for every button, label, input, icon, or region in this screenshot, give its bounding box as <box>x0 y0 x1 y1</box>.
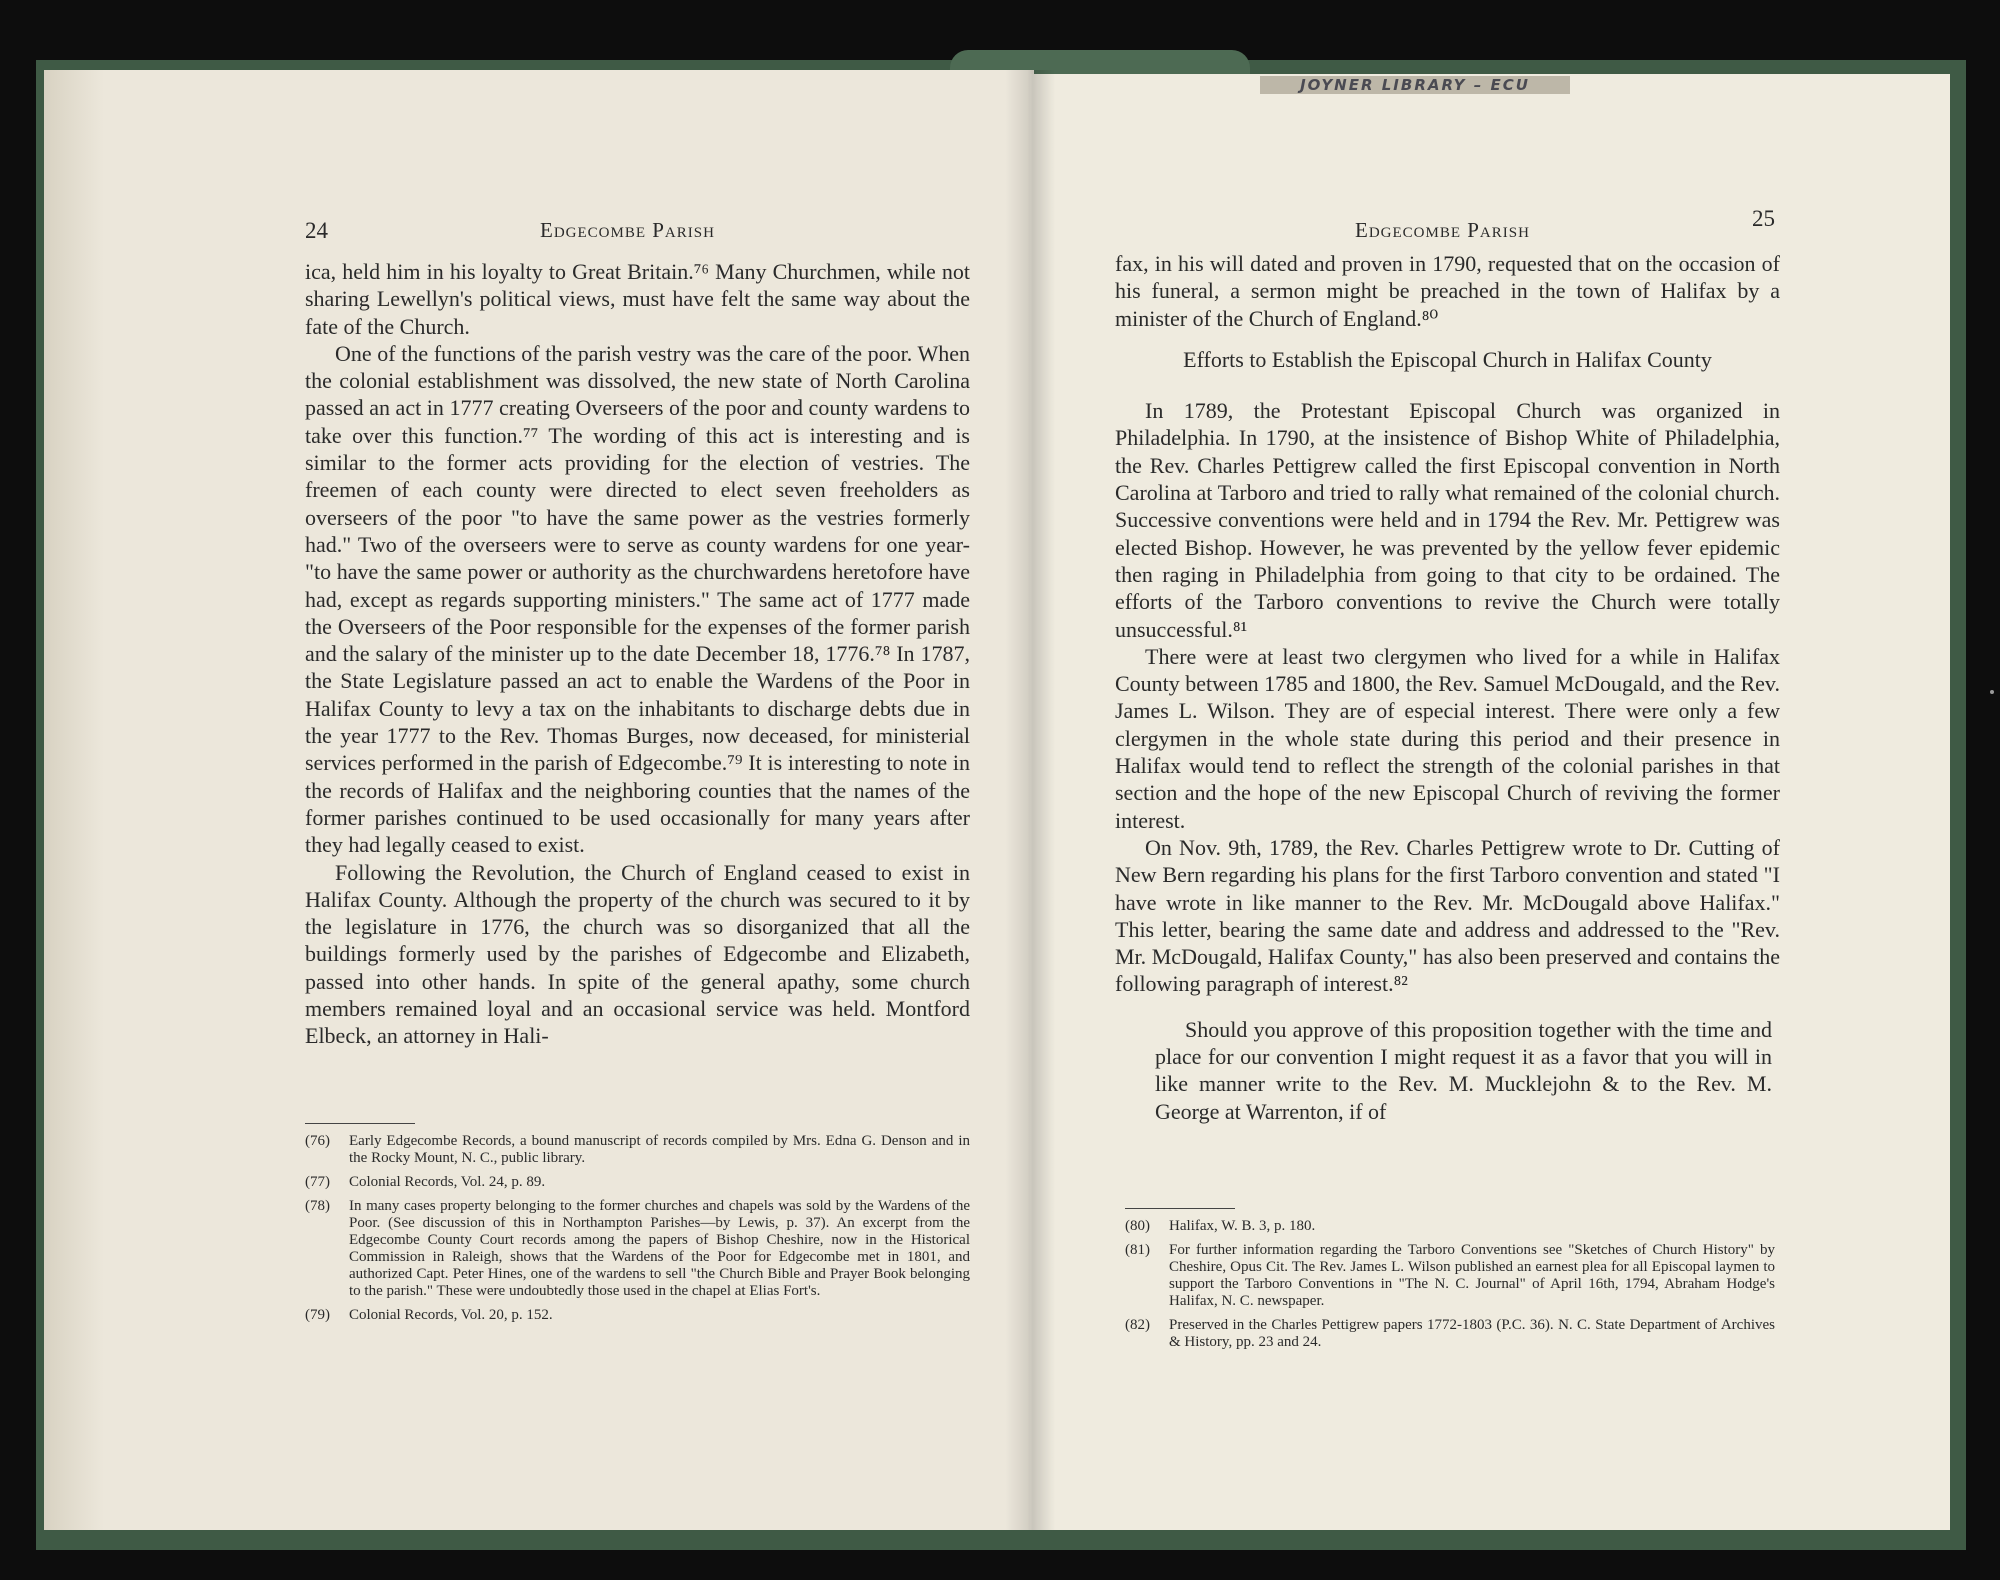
right-lead-paragraph: fax, in his will dated and proven in 1790, requested that on the occasion of his funeral, a sermon might be preached in the town of Halifax by a minister of the Church of England.⁸⁰ <box>1115 251 1780 331</box>
book-gutter <box>1005 70 1055 1530</box>
left-paragraph: ica, held him in his loyalty to Great Britain.⁷⁶ Many Churchmen, while not sharing Lewellyn's political views, must have felt the same way about the fate of the Church. <box>305 259 970 339</box>
left-running-head: Edgecombe Parish <box>540 218 715 242</box>
footnote-divider <box>1125 1208 1235 1209</box>
right-paragraph: On Nov. 9th, 1789, the Rev. Charles Pettigrew wrote to Dr. Cutting of New Bern regarding his plans for the first Tarboro convention and stated "I have wrote in like manner to the Rev. Mr. McDougald above Halifax." This letter, bearing the same date and address and addressed to the "Rev. Mr. McDougald, Halifax County," has also been preserved and contains the following paragraph of interest.⁸² <box>1115 834 1780 997</box>
right-page-number: 25 <box>1752 206 1775 231</box>
footnote: (78) In many cases property belonging to the former churches and chapels was sold by the Wardens of the Poor. (See discussion of this in Northampton Parishes—by Lewis, p. 37). An excerpt from the Edgecombe County Court records among the papers of Bishop Cheshire, now in the Historical Commission in Raleigh, shows that the Wardens of the Poor for Edgecombe met in 1801, and authorized Capt. Peter Hines, one of the wardens to sell "the Church Bible and Prayer Book belonging to the parish." These were undoubtedly those used in the chapel at Elias Fort's. <box>305 1198 970 1299</box>
left-page-number: 24 <box>305 218 328 243</box>
footnote: (76) Early Edgecombe Records, a bound manuscript of records compiled by Mrs. Edna G. Denson and in the Rocky Mount, N. C., public library. <box>305 1133 970 1166</box>
footnote-divider <box>305 1123 415 1124</box>
left-footnotes <box>305 1133 970 1331</box>
footnote: (79) Colonial Records, Vol. 20, p. 152. <box>305 1307 553 1323</box>
right-paragraph: There were at least two clergymen who lived for a while in Halifax County between 1785 and 1800, the Rev. Samuel McDougald, and the Rev. James L. Wilson. They are of especial interest. There were only a few clergymen in the whole state during this period and their presence in Halifax would tend to reflect the strength of the colonial parishes in that section and the hope of the new Episcopal Church of reviving the former interest. <box>1115 643 1780 833</box>
page-edges <box>44 70 104 1530</box>
scan-speck <box>1990 690 1994 694</box>
footnote: (82) Preserved in the Charles Pettigrew papers 1772-1803 (P.C. 36). N. C. State Department of Archives & History, pp. 23 and 24. <box>1125 1317 1775 1350</box>
library-stamp: JOYNER LIBRARY – ECU <box>1260 76 1570 94</box>
section-subheading: Efforts to Establish the Episcopal Church in Halifax County <box>1183 346 1712 372</box>
right-running-head: Edgecombe Parish <box>1355 218 1530 242</box>
footnote: (77) Colonial Records, Vol. 24, p. 89. <box>305 1174 546 1190</box>
footnote: (80) Halifax, W. B. 3, p. 180. <box>1125 1218 1316 1234</box>
left-paragraph: Following the Revolution, the Church of England ceased to exist in Halifax County. Although the property of the church was secured to it by the legislature in 1776, the church was so disorganized that all the buildings formerly used by the parishes of Edgecombe and Elizabeth, passed into other hands. In spite of the general apathy, some church members remained loyal and an occasional service was held. Montford Elbeck, an attorney in Hali- <box>305 859 970 1049</box>
left-body-text <box>305 258 970 1050</box>
left-paragraph: One of the functions of the parish vestry was the care of the poor. When the colonial establishment was dissolved, the new state of North Carolina passed an act in 1777 creating Overseers of the poor and county wardens to take over this function.⁷⁷ The wording of this act is interesting and is similar to the former acts providing for the election of vestries. The freemen of each county were directed to elect seven freeholders as overseers of the poor "to have the same power as the vestries formerly had." Two of the overseers were to serve as county wardens for one year-"to have the same power or authority as the churchwardens heretofore have had, except as regards supporting ministers." The same act of 1777 made the Overseers of the Poor responsible for the expenses of the former parish and the salary of the minister up to the date December 18, 1776.⁷⁸ In 1787, the State Legislature passed an act to enable the Wardens of the Poor in Halifax County to levy a tax on the inhabitants to discharge debts due in the year 1777 to the Rev. Thomas Burges, now deceased, for ministerial services performed in the parish of Edgecombe.⁷⁹ It is interesting to note in the records of Halifax and the neighboring counties that the names of the former parishes continued to be used occasionally for many years after they had legally ceased to exist. <box>305 340 970 858</box>
right-body-text <box>1115 250 1780 1125</box>
footnote: (81) For further information regarding the Tarboro Conventions see "Sketches of Church History" by Cheshire, Opus Cit. The Rev. James L. Wilson published an earnest plea for all Episcopal laymen to support the Tarboro Conventions in "The N. C. Journal" of April 16th, 1794, Abraham Hodge's Halifax, N. C. newspaper. <box>1125 1242 1775 1309</box>
right-footnotes <box>1125 1218 1775 1358</box>
block-quote: Should you approve of this proposition together with the time and place for our convention I might request it as a favor that you will in like manner write to the Rev. M. Mucklejohn & to the Rev. M. George at Warrenton, if of <box>1155 1016 1772 1124</box>
right-paragraph: In 1789, the Protestant Episcopal Church was organized in Philadelphia. In 1790, at the insistence of Bishop White of Philadelphia, the Rev. Charles Pettigrew called the first Episcopal convention in North Carolina at Tarboro and tried to rally what remained of the colonial church. Successive conventions were held and in 1794 the Rev. Mr. Pettigrew was elected Bishop. However, he was prevented by the yellow fever epidemic then raging in Philadelphia from going to that city to be ordained. The efforts of the Tarboro conventions to revive the Church were totally unsuccessful.⁸¹ <box>1115 398 1780 642</box>
